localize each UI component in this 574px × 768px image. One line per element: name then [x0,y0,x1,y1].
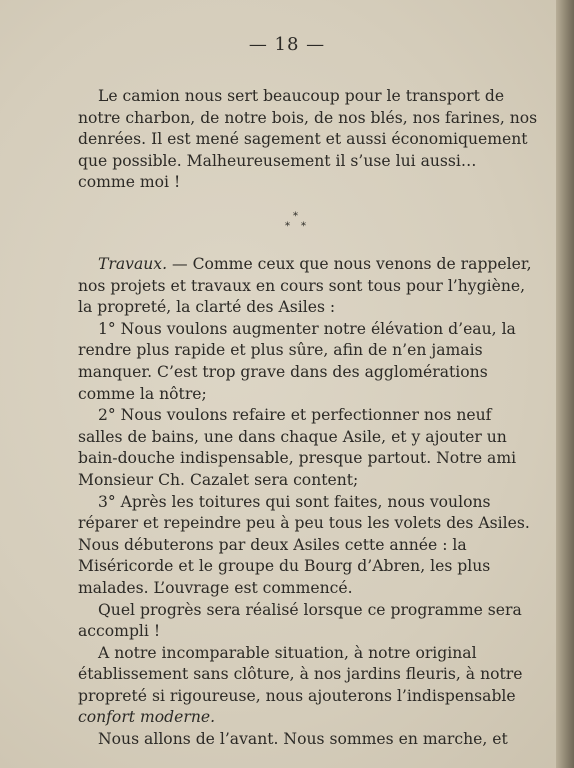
paragraph-travaux [78,254,538,319]
list-item-3: 3° Après les toitures qui sont faites, nous voulons réparer et repeindre peu à peu tous les volets des Asiles. Nous débuterons par deux Asiles cette année : la Miséricorde et le groupe du Bourg d’Abren, les plus malades. L’ouvrage est commencé. [78,492,530,597]
asterism-star-left: * [285,221,290,232]
list-item-2: 2° Nous voulons refaire et perfectionner nos neuf salles de bains, une dans chaque Asile, et y ajouter un bain-douche indispensable, presque partout. Notre ami Monsieur Ch. Cazalet sera content; [78,406,517,489]
travaux-intro: — Comme ceux que nous venons de rappeler, nos projets et travaux en cours sont tous pour l’hygiène, la propreté, la clarté des Asiles : [78,255,532,317]
paragraph-comparable [78,643,538,729]
comparable-text: A notre incomparable situation, à notre original établissement sans clôture, à nos jardins fleuris, à notre propreté si rigoureuse, nous ajouterons l’indispensable [78,643,523,705]
comparable-italic: confort moderne. [78,708,216,727]
paragraph-camion-block [78,86,538,194]
travaux-title: Travaux. [98,255,168,273]
list-item-1: 1° Nous voulons augmenter notre élévation d’eau, la rendre plus rapide et plus sûre, afin de n’en jamais manquer. C’est trop grave dans des agglomérations comme la nôtre; [78,319,516,403]
book-spine-shadow [556,0,574,768]
paragraph-progres: Quel progrès sera réalisé lorsque ce programme sera accompli ! [78,600,522,641]
asterism-star-top: * [293,211,298,222]
travaux-section [78,254,538,751]
asterism [282,212,312,232]
page-number: — 18 — [248,34,326,55]
paragraph-final-line: Nous allons de l’avant. Nous sommes en marche, et [98,730,508,749]
paragraph-camion: Le camion nous sert beaucoup pour le transport de notre charbon, de notre bois, de nos blés, nos farines, nos denrées. Il est mené sagement et aussi économiquement que possible. Malheureusement il s’use lui aussi… comme moi ! [78,87,538,192]
asterism-star-right: * [301,221,306,232]
